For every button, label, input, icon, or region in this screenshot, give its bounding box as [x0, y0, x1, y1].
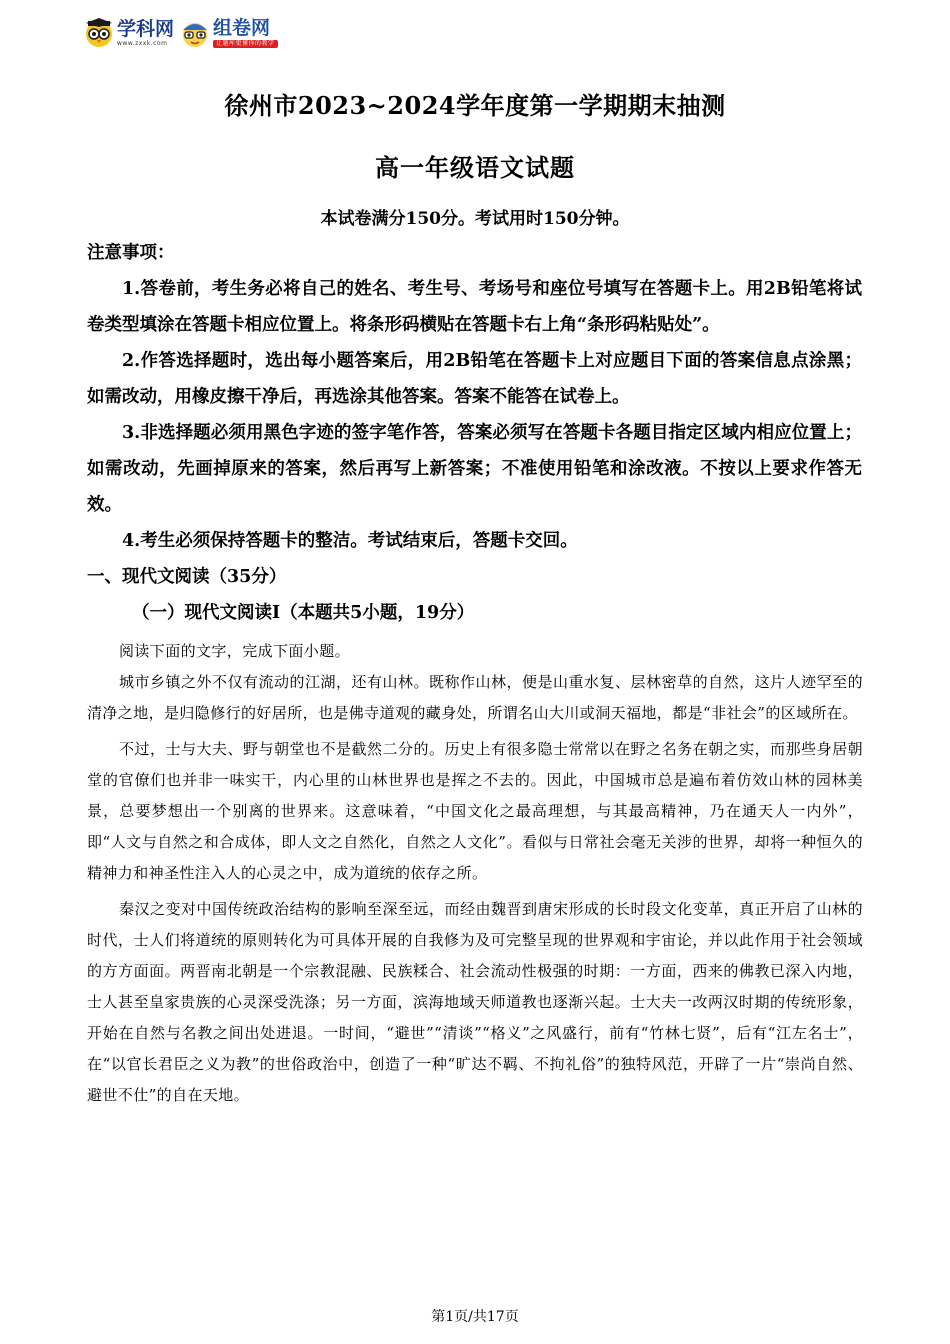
reading-instruction: 阅读下面的文字，完成下面小题。: [119, 642, 351, 660]
score-note: 本试卷满分150分。考试用时150分钟。: [320, 209, 630, 229]
notice-item-1: 1.答卷前，考生务必将自己的姓名、考生号、考场号和座位号填写在答题卡上。用2B铅笔将试卷类型填涂在答题卡相应位置上。将条形码横贴在答题卡右上角“条形码粘贴处”。: [87, 279, 862, 335]
notice-item-2: 2.作答选择题时，选出每小题答案后，用2B铅笔在答题卡上对应题目下面的答案信息点涂黑；如需改动，用橡皮擦干净后，再选涂其他答案。答案不能答在试卷上。: [87, 351, 862, 407]
owl-face-icon: [84, 18, 114, 48]
header-logos: [84, 12, 278, 54]
xuekewang-logo[interactable]: [84, 18, 174, 48]
logo2-sub: 让题库更懂你的教学: [213, 40, 278, 48]
notice-item-3: 3.非选择题必须用黑色字迹的签字笔作答，答案必须写在答题卡各题目指定区域内相应位置上；如需改动，先画掉原来的答案，然后再写上新答案；不准使用铅笔和涂改液。不按以上要求作答无效。: [87, 423, 862, 515]
notice-heading: 注意事项：: [87, 243, 175, 263]
page-footer: 第1页/共17页: [431, 1309, 519, 1325]
section-heading: 一、现代文阅读（35分）: [87, 567, 287, 587]
passage-paragraph-2: 不过，士与大夫、野与朝堂也不是截然二分的。历史上有很多隐士常常以在野之名务在朝之实，而那些身居朝堂的官僚们也并非一味实干，内心里的山林世界也是挥之不去的。因此，中国城市总是遍布着仿效山林的园林美景，总要梦想出一个别离的世界来。这意味着，“中国文化之最高理想，与其最高精神，乃在通天人一内外”，即“人文与自然之和合成体，即人文之自然化，自然之人文化”。看似与日常社会毫无关涉的世界，却将一种恒久的精神力和神圣性注入人的心灵之中，成为道统的依存之所。: [87, 740, 863, 882]
student-face-icon: [180, 18, 210, 48]
notice-section: [87, 235, 862, 631]
subsection-heading: （一）现代文阅读Ⅰ（本题共5小题，19分）: [132, 603, 475, 623]
passage-paragraph-3: 秦汉之变对中国传统政治结构的影响至深至远，而经由魏晋到唐宋形成的长时段文化变革，真正开启了山林的时代，士人们将道统的原则转化为可具体开展的自我修为及可完整呈现的世界观和宇宙论，并以此作用于社会领域的方方面面。两晋南北朝是一个宗教混融、民族糅合、社会流动性极强的时期：一方面，西来的佛教已深入内地，士人甚至皇家贵族的心灵深受洗涤；另一方面，滨海地域天师道教也逐渐兴起。士大夫一改两汉时期的传统形象，开始在自然与名教之间出处进退。一时间，“避世”“清谈”“格义”之风盛行，前有“竹林七贤”，后有“江左名士”，在“以官长君臣之义为教”的世俗政治中，创造了一种“旷达不羁、不拘礼俗”的独特风范，开辟了一片“崇尚自然、避世不仕”的自在天地。: [87, 900, 863, 1104]
exam-subtitle: 高一年级语文试题: [375, 153, 575, 182]
reading-passage: [87, 636, 863, 1111]
logo2-text: 组卷网: [213, 16, 271, 39]
exam-title: 徐州市2023~2024学年度第一学期期末抽测: [224, 91, 726, 120]
logo1-text: 学科网: [117, 17, 175, 40]
logo1-sub: www.zxxk.com: [117, 39, 168, 47]
passage-paragraph-1: 城市乡镇之外不仅有流动的江湖，还有山林。既称作山林，便是山重水复、层林密草的自然，这片人迹罕至的清净之地，是归隐修行的好居所，也是佛寺道观的藏身处，所谓名山大川或洞天福地，都是“非社会”的区域所在。: [87, 673, 863, 722]
notice-item-4: 4.考生必须保持答题卡的整洁。考试结束后，答题卡交回。: [122, 531, 578, 551]
zujuanwang-logo[interactable]: [180, 18, 278, 48]
